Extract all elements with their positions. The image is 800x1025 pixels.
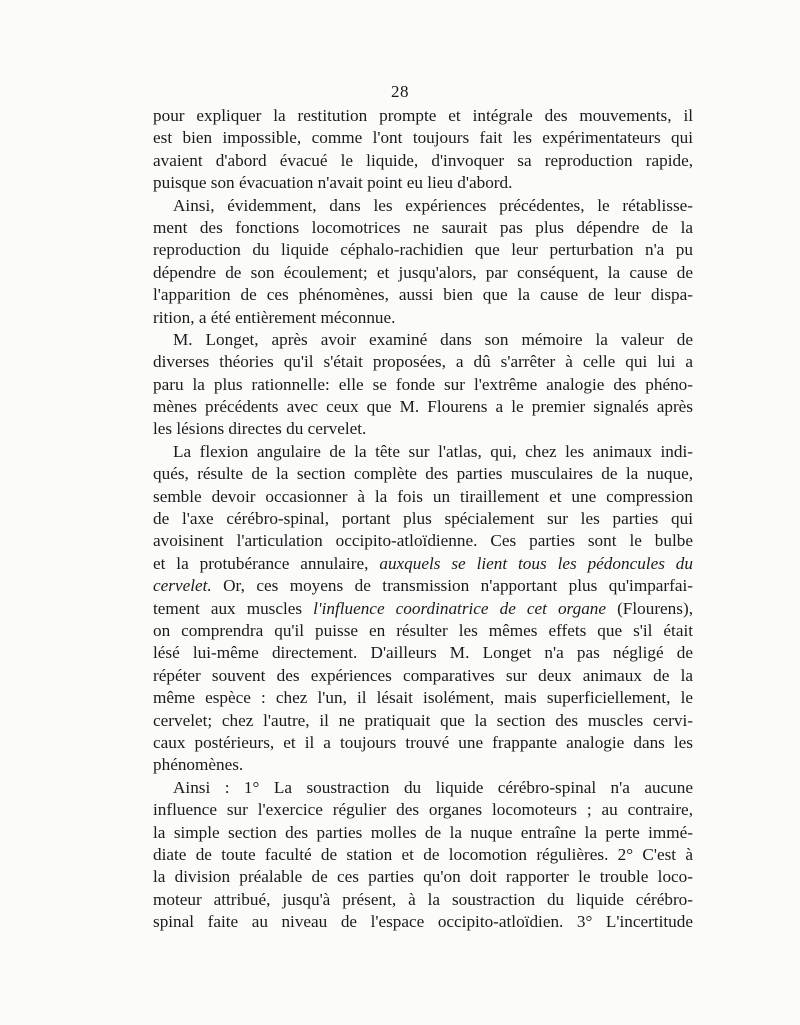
text-line: même espèce : chez l'un, il lésait isolément, mais superficiellement, le xyxy=(153,688,693,708)
text-line: les lésions directes du cervelet. xyxy=(153,419,367,439)
text-line: phénomènes. xyxy=(153,755,244,775)
text-line: diverses théories qu'il s'était proposées, a dû s'arrêter à celle qui lui a xyxy=(153,352,693,372)
text-line: mènes précédents avec ceux que M. Flourens a le premier signalés après xyxy=(153,397,693,417)
text-span: Or, ces moyens de transmission n'apportant plus qu'imparfai- xyxy=(211,576,693,596)
text-line xyxy=(153,553,693,575)
text-line: caux postérieurs, et il a toujours trouvé une frappante analogie dans les xyxy=(153,732,693,752)
text-line: lésé lui-même directement. D'ailleurs M. Longet n'a pas négligé de xyxy=(153,643,693,663)
text-line: Ainsi, évidemment, dans les expériences précédentes, le rétablisse- xyxy=(173,195,693,215)
text-line: répéter souvent des expériences comparatives sur deux animaux de la xyxy=(153,665,693,685)
text-line: la division préalable de ces parties qu'on doit rapporter le trouble loco- xyxy=(153,867,693,887)
text-line xyxy=(153,598,693,620)
italic-span: auxquels se lient tous les pédoncules du xyxy=(379,553,693,573)
text-line: semble devoir occasionner à la fois un tiraillement et une compression xyxy=(153,486,693,506)
text-line: rition, a été entièrement méconnue. xyxy=(153,307,396,327)
text-line: cervelet; chez l'autre, il ne pratiquait que la section des muscles cervi- xyxy=(153,710,693,730)
text-line: avaient d'abord évacué le liquide, d'invoquer sa reproduction rapide, xyxy=(153,150,693,170)
text-line: avoisinent l'articulation occipito-atloïdienne. Ces parties sont le bulbe xyxy=(153,531,693,551)
text-line: influence sur l'exercice régulier des organes locomoteurs ; au contraire, xyxy=(153,800,693,820)
text-line: est bien impossible, comme l'ont toujours fait les expérimentateurs qui xyxy=(153,128,693,148)
text-line: spinal faite au niveau de l'espace occipito-atloïdien. 3° L'incertitude xyxy=(153,912,693,932)
italic-span: cervelet. xyxy=(153,576,212,596)
text-span: (Flourens), xyxy=(606,598,693,618)
text-line: dépendre de son écoulement; et jusqu'alors, par conséquent, la cause de xyxy=(153,262,693,282)
page-number: 28 xyxy=(391,82,409,101)
italic-span: l'influence coordinatrice de cet organe xyxy=(313,598,607,618)
text-line: on comprendra qu'il puisse en résulter les mêmes effets que s'il était xyxy=(153,620,693,640)
text-line: ment des fonctions locomotrices ne saurait pas plus dépendre de la xyxy=(153,217,693,237)
text-line: diate de toute faculté de station et de locomotion régulières. 2° C'est à xyxy=(153,844,693,864)
text-line: paru la plus rationnelle: elle se fonde sur l'extrême analogie des phéno- xyxy=(153,374,693,394)
text-line: la simple section des parties molles de la nuque entraîne la perte immé- xyxy=(153,822,693,842)
text-line xyxy=(153,575,693,597)
text-line: puisque son évacuation n'avait point eu lieu d'abord. xyxy=(153,173,513,193)
text-line: M. Longet, après avoir examiné dans son mémoire la valeur de xyxy=(173,329,693,349)
text-line: l'apparition de ces phénomènes, aussi bien que la cause de leur dispa- xyxy=(153,285,693,305)
text-span: et la protubérance annulaire, xyxy=(153,553,380,573)
text-line: moteur attribué, jusqu'à présent, à la soustraction du liquide cérébro- xyxy=(153,889,693,909)
text-line: pour expliquer la restitution prompte et intégrale des mouvements, il xyxy=(153,106,693,125)
text-line: reproduction du liquide céphalo-rachidien que leur perturbation n'a pu xyxy=(153,240,693,260)
text-line: qués, résulte de la section complète des parties musculaires de la nuque, xyxy=(153,464,693,484)
text-line: Ainsi : 1° La soustraction du liquide cérébro-spinal n'a aucune xyxy=(173,777,693,797)
body-text xyxy=(153,105,693,933)
text-line: La flexion angulaire de la tête sur l'atlas, qui, chez les animaux indi- xyxy=(173,441,693,461)
text-span: tement aux muscles xyxy=(153,598,314,618)
text-line: de l'axe cérébro-spinal, portant plus spécialement sur les parties qui xyxy=(153,509,693,529)
